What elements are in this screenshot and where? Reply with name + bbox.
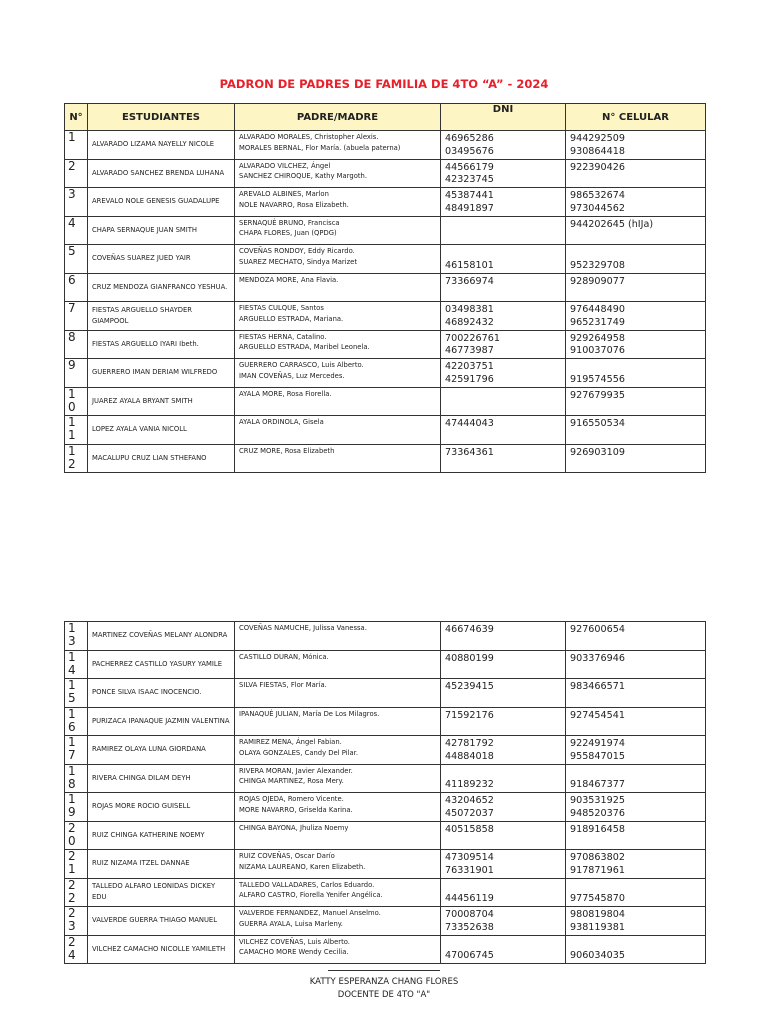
parent-names-line: ARGUELLO ESTRADA, Mariana. <box>239 314 344 323</box>
row-number: 2 2 <box>65 878 88 907</box>
phone-values-line: 938119381 <box>570 921 625 933</box>
phone-values-line: 980819804 <box>570 909 625 920</box>
row-number: 4 <box>65 216 88 245</box>
parent-names <box>235 935 441 964</box>
phone-values <box>566 159 706 188</box>
parent-names <box>235 359 441 388</box>
dni-values <box>441 821 566 850</box>
page-title: PADRON DE PADRES DE FAMILIA DE 4TO “A” - 2024 <box>219 77 549 91</box>
phone-values-line: 944292509 <box>570 133 625 144</box>
table-row <box>65 793 706 822</box>
parent-names-line: ALFARO CASTRO, Fiorella Yenifer Angélica. <box>239 891 383 899</box>
phone-values <box>566 850 706 879</box>
student-name: PONCE SILVA ISAAC INOCENCIO. <box>88 679 235 708</box>
student-name: ALVARADO SANCHEZ BRENDA LUHANA <box>88 159 235 188</box>
phone-values-line: 929264958 <box>570 332 625 344</box>
row-number: 2 1 <box>65 850 88 879</box>
dni-values-line: 40515858 <box>445 823 494 835</box>
header-parents: PADRE/MADRE <box>235 104 441 131</box>
student-name: RUIZ CHINGA KATHERINE NOEMY <box>88 821 235 850</box>
dni-values <box>441 330 566 359</box>
phone-values-line: 928909077 <box>570 275 625 287</box>
row-number: 7 <box>65 302 88 331</box>
dni-values-line: 46158101 <box>445 259 494 271</box>
phone-values <box>566 273 706 302</box>
dni-values-line: 44566179 <box>445 161 494 173</box>
parent-names <box>235 216 441 245</box>
student-name: RIVERA CHINGA DILAM DEYH <box>88 764 235 793</box>
phone-values-line <box>570 247 701 260</box>
dni-values <box>441 273 566 302</box>
table-row <box>65 850 706 879</box>
parent-names-line: MORALES BERNAL, Flor María. (abuela paterna) <box>239 143 401 152</box>
phone-values <box>566 907 706 936</box>
parent-names <box>235 679 441 708</box>
parent-names <box>235 821 441 850</box>
parent-names-line: CAMACHO MORE Wendy Cecilia. <box>239 948 349 956</box>
student-name: ROJAS MORE ROCIO GUISELL <box>88 793 235 822</box>
phone-values <box>566 622 706 651</box>
table-row <box>65 387 706 416</box>
row-number: 6 <box>65 273 88 302</box>
parent-names-line: NOLE NAVARRO, Rosa Elizabeth. <box>239 200 349 209</box>
dni-values-line <box>445 881 561 894</box>
dni-values <box>441 650 566 679</box>
dni-values <box>441 359 566 388</box>
phone-values-line: 983466571 <box>570 681 625 692</box>
table-row <box>65 821 706 850</box>
phone-values <box>566 764 706 793</box>
parent-names-line: MORE NAVARRO, Griselda Karina. <box>239 805 353 814</box>
dni-values-line: 03498381 <box>445 304 494 315</box>
dni-values-line: 44456119 <box>445 893 494 904</box>
table-row <box>65 650 706 679</box>
phone-values-line: 919574556 <box>570 373 625 385</box>
dni-values <box>441 131 566 160</box>
dni-values <box>441 793 566 822</box>
signature-role: DOCENTE DE 4TO "A" <box>337 990 431 1000</box>
phone-values-line: 922390426 <box>570 161 625 173</box>
student-name: RUIZ NIZAMA ITZEL DANNAE <box>88 850 235 879</box>
dni-values-line: 45239415 <box>445 681 494 692</box>
phone-values-line: 903376946 <box>570 652 625 664</box>
parent-names <box>235 850 441 879</box>
parent-names-line: SUAREZ MECHATO, Sindya Marizet <box>239 257 358 266</box>
phone-values <box>566 878 706 907</box>
table-row <box>65 359 706 388</box>
parent-names <box>235 650 441 679</box>
table-row <box>65 131 706 160</box>
phone-values-line: 973044562 <box>570 202 625 214</box>
row-number: 1 <box>65 131 88 160</box>
parent-names-line: AYALA ORDINOLA, Gisela <box>239 418 324 426</box>
dni-values <box>441 679 566 708</box>
parent-names-line: AREVALO ALBINES, Marlon <box>239 190 329 198</box>
student-name: PURIZACA IPANAQUE JAZMIN VALENTINA <box>88 707 235 736</box>
parent-names <box>235 188 441 217</box>
parent-names-line: NIZAMA LAUREANO, Karen Elizabeth. <box>239 862 366 871</box>
dni-values <box>441 416 566 445</box>
dni-values-line: 47309514 <box>445 852 494 863</box>
phone-values <box>566 245 706 274</box>
phone-values <box>566 679 706 708</box>
phone-values <box>566 131 706 160</box>
phone-values <box>566 216 706 245</box>
parent-names <box>235 387 441 416</box>
dni-values-line <box>445 247 561 260</box>
row-number: 2 3 <box>65 907 88 936</box>
student-name: CHAPA SERNAQUE JUAN SMITH <box>88 216 235 245</box>
dni-values <box>441 302 566 331</box>
dni-values <box>441 736 566 765</box>
dni-values-line: 45387441 <box>445 190 494 201</box>
row-number: 1 9 <box>65 793 88 822</box>
table-row <box>65 416 706 445</box>
parent-names <box>235 907 441 936</box>
table-row <box>65 935 706 964</box>
phone-values <box>566 707 706 736</box>
parent-names-line: SERNAQUÉ BRUNO, Francisca <box>239 218 340 227</box>
parent-names <box>235 736 441 765</box>
dni-values <box>441 707 566 736</box>
dni-values-line <box>445 767 561 780</box>
parent-names-line: RUIZ COVEÑAS, Oscar Darío <box>239 852 335 860</box>
dni-values-line: 73366974 <box>445 275 494 287</box>
dni-values <box>441 850 566 879</box>
parent-names <box>235 707 441 736</box>
phone-values <box>566 416 706 445</box>
parent-names-line: CHAPA FLORES, Juan (QPDG) <box>239 229 337 237</box>
student-name: RAMIREZ OLAYA LUNA GIORDANA <box>88 736 235 765</box>
student-name: MACALUPU CRUZ LIAN STHEFANO <box>88 444 235 473</box>
dni-values-line: 46674639 <box>445 624 494 635</box>
table-row <box>65 216 706 245</box>
row-number: 1 3 <box>65 622 88 651</box>
table-row <box>65 188 706 217</box>
dni-values <box>441 444 566 473</box>
parent-names-line: ALVARADO VILCHEZ, Ángel <box>239 161 331 170</box>
table-row <box>65 444 706 473</box>
signature-name: KATTY ESPERANZA CHANG FLORES <box>309 977 459 987</box>
header-students: ESTUDIANTES <box>88 104 235 131</box>
phone-values-line: 917871961 <box>570 864 625 876</box>
dni-values <box>441 935 566 964</box>
phone-values <box>566 330 706 359</box>
table-row <box>65 707 706 736</box>
phone-values-line: 927600654 <box>570 624 625 635</box>
parent-names <box>235 245 441 274</box>
phone-values-line: 927679935 <box>570 389 625 401</box>
parent-names-line: OLAYA GONZALES, Candy Del Pilar. <box>239 748 358 757</box>
row-number: 1 5 <box>65 679 88 708</box>
student-name: PACHERREZ CASTILLO YASURY YAMILE <box>88 650 235 679</box>
phone-values <box>566 821 706 850</box>
parent-names-line: GUERRA AYALA, Luisa Marleny. <box>239 919 343 928</box>
row-number: 2 0 <box>65 821 88 850</box>
parent-names-line: ARGUELLO ESTRADA, Maribel Leonela. <box>239 343 370 351</box>
parent-names-line: COVEÑAS NAMUCHE, Julissa Vanessa. <box>239 624 367 632</box>
parent-names-line: COVEÑAS RONDOY, Eddy Ricardo. <box>239 247 355 255</box>
phone-values-line: 927454541 <box>570 709 625 721</box>
dni-values-line: 42591796 <box>445 373 494 385</box>
phone-values-line: 952329708 <box>570 259 625 271</box>
student-name: TALLEDO ALFARO LEONIDAS DICKEY EDU <box>88 878 235 907</box>
dni-values <box>441 216 566 245</box>
row-number: 1 7 <box>65 736 88 765</box>
row-number: 1 6 <box>65 707 88 736</box>
header-dni: DNI <box>441 104 566 131</box>
phone-values <box>566 736 706 765</box>
dni-values-line: 46773987 <box>445 345 494 356</box>
row-number: 1 1 <box>65 416 88 445</box>
phone-values-line <box>570 881 701 894</box>
phone-values-line: 955847015 <box>570 750 625 762</box>
parent-names <box>235 622 441 651</box>
phone-values <box>566 302 706 331</box>
parent-names-line: IMAN COVEÑAS, Luz Mercedes. <box>239 371 345 380</box>
parent-names-line: RIVERA MORAN, Javier Alexander. <box>239 766 353 775</box>
phone-values-line: 930864418 <box>570 145 625 157</box>
parent-names-line: IPANAQUÉ JULIAN, María De Los Milagros. <box>239 709 380 718</box>
dni-values-line: 700226761 <box>445 332 500 344</box>
dni-values-line: 42323745 <box>445 174 494 185</box>
dni-values-line: 42203751 <box>445 361 494 372</box>
student-name: LOPEZ AYALA VANIA NICOLL <box>88 416 235 445</box>
row-number: 1 0 <box>65 387 88 416</box>
parent-names-line: CHINGA BAYONA, Jhuliza Noemy <box>239 823 349 832</box>
phone-values <box>566 188 706 217</box>
parent-names-line: CHINGA MARTINEZ, Rosa Mery. <box>239 777 344 785</box>
dni-values <box>441 878 566 907</box>
student-name: JUAREZ AYALA BRYANT SMITH <box>88 387 235 416</box>
parent-names-line: ALVARADO MORALES, Christopher Alexis. <box>239 133 379 141</box>
student-name: COVEÑAS SUAREZ JUED YAIR <box>88 245 235 274</box>
row-number: 5 <box>65 245 88 274</box>
table-row <box>65 302 706 331</box>
student-name: AREVALO NOLE GENESIS GUADALUPE <box>88 188 235 217</box>
parent-names <box>235 416 441 445</box>
parent-names-line: AYALA MORE, Rosa Fiorella. <box>239 389 332 398</box>
phone-values-line: 918916458 <box>570 823 625 835</box>
table-header-row <box>65 104 706 131</box>
parent-names <box>235 159 441 188</box>
dni-values-line: 47006745 <box>445 950 494 961</box>
dni-values <box>441 159 566 188</box>
phone-values-line: 977545870 <box>570 893 625 904</box>
parent-names-line: VILCHEZ COVEÑAS, Luis Alberto. <box>239 937 350 946</box>
dni-values <box>441 907 566 936</box>
dni-values-line: 73364361 <box>445 446 494 458</box>
parent-names <box>235 764 441 793</box>
student-name: CRUZ MENDOZA GIANFRANCO YESHUA. <box>88 273 235 302</box>
row-number: 1 8 <box>65 764 88 793</box>
table-row <box>65 878 706 907</box>
signature-line <box>328 970 440 971</box>
header-number: N° <box>65 104 88 131</box>
phone-values <box>566 793 706 822</box>
student-name: GUERRERO IMAN DERIAM WILFREDO <box>88 359 235 388</box>
phone-values-line <box>570 767 701 780</box>
table-row <box>65 736 706 765</box>
dni-values-line: 46892432 <box>445 316 494 328</box>
phone-values-line: 976448490 <box>570 304 625 315</box>
table-row <box>65 159 706 188</box>
dni-values-line: 03495676 <box>445 145 494 157</box>
table-row <box>65 245 706 274</box>
phone-values <box>566 935 706 964</box>
table-row <box>65 764 706 793</box>
dni-values <box>441 245 566 274</box>
dni-values-line <box>445 938 561 951</box>
phone-values-line: 918467377 <box>570 779 625 790</box>
phone-values-line: 922491974 <box>570 738 625 749</box>
dni-values-line: 73352638 <box>445 921 494 933</box>
student-name: MARTINEZ COVEÑAS MELANY ALONDRA <box>88 622 235 651</box>
parents-table-2 <box>64 621 706 964</box>
parent-names-line: ROJAS OJEDA, Romero Vicente. <box>239 795 344 803</box>
phone-values <box>566 650 706 679</box>
phone-values-line: 926903109 <box>570 446 625 458</box>
row-number: 8 <box>65 330 88 359</box>
dni-values-line: 42781792 <box>445 738 494 749</box>
phone-values-line: 906034035 <box>570 950 625 961</box>
dni-values-line: 48491897 <box>445 202 494 214</box>
phone-values-line: 970863802 <box>570 852 625 863</box>
row-number: 2 4 <box>65 935 88 964</box>
parent-names <box>235 330 441 359</box>
table-row <box>65 679 706 708</box>
parent-names-line: TALLEDO VALLADARES, Carlos Eduardo. <box>239 880 375 889</box>
phone-values-line: 948520376 <box>570 807 625 819</box>
parent-names <box>235 302 441 331</box>
row-number: 1 4 <box>65 650 88 679</box>
parent-names-line: CRUZ MORE, Rosa Elizabeth <box>239 446 335 455</box>
row-number: 1 2 <box>65 444 88 473</box>
table-row <box>65 622 706 651</box>
phone-values-line: 910037076 <box>570 345 625 356</box>
phone-values-line: 903531925 <box>570 795 625 806</box>
dni-values-line: 47444043 <box>445 418 494 429</box>
student-name: VILCHEZ CAMACHO NICOLLE YAMILETH <box>88 935 235 964</box>
parent-names-line: RAMIREZ MENA, Ángel Fabian. <box>239 738 342 746</box>
parent-names <box>235 131 441 160</box>
dni-values <box>441 622 566 651</box>
parent-names-line: MENDOZA MORE, Ana Flavia. <box>239 275 339 284</box>
parent-names <box>235 444 441 473</box>
row-number: 2 <box>65 159 88 188</box>
dni-values <box>441 764 566 793</box>
parent-names-line: FIESTAS HERNA, Catalino. <box>239 332 327 341</box>
table-row <box>65 273 706 302</box>
parents-table-1 <box>64 103 706 473</box>
parent-names-line: VALVERDE FERNANDEZ, Manuel Anselmo. <box>239 909 381 917</box>
student-name: VALVERDE GUERRA THIAGO MANUEL <box>88 907 235 936</box>
header-phone: N° CELULAR <box>566 104 706 131</box>
phone-values <box>566 359 706 388</box>
parent-names-line: GUERRERO CARRASCO, Luis Alberto. <box>239 361 364 369</box>
parent-names-line: FIESTAS CULQUE, Santos <box>239 304 324 312</box>
phone-values-line: 916550534 <box>570 418 625 429</box>
dni-values <box>441 387 566 416</box>
student-name: ALVARADO LIZAMA NAYELLY NICOLE <box>88 131 235 160</box>
phone-values-line: 986532674 <box>570 190 625 201</box>
student-name: FIESTAS ARGUELLO IYARI Ibeth. <box>88 330 235 359</box>
dni-values-line: 76331901 <box>445 864 494 876</box>
dni-values-line: 40880199 <box>445 652 494 664</box>
parent-names-line: SANCHEZ CHIROQUE, Kathy Margoth. <box>239 172 367 180</box>
row-number: 9 <box>65 359 88 388</box>
table-row <box>65 330 706 359</box>
phone-values-line <box>570 361 701 374</box>
phone-values <box>566 387 706 416</box>
student-name: FIESTAS ARGUELLO SHAYDER GIAMPOOL <box>88 302 235 331</box>
dni-values-line: 41189232 <box>445 779 494 790</box>
parent-names <box>235 273 441 302</box>
dni-values-line: 44884018 <box>445 750 494 762</box>
dni-values <box>441 188 566 217</box>
dni-values-line: 46965286 <box>445 133 494 144</box>
phone-values-line: 965231749 <box>570 316 625 328</box>
table-row <box>65 907 706 936</box>
dni-values-line: 43204652 <box>445 795 494 806</box>
parent-names-line: SILVA FIESTAS, Flor María. <box>239 681 327 689</box>
row-number: 3 <box>65 188 88 217</box>
dni-values-line: 71592176 <box>445 709 494 721</box>
parent-names <box>235 878 441 907</box>
phone-values <box>566 444 706 473</box>
dni-values-line: 45072037 <box>445 807 494 819</box>
parent-names-line: CASTILLO DURAN, Mónica. <box>239 652 329 661</box>
phone-values-line <box>570 938 701 951</box>
parent-names <box>235 793 441 822</box>
phone-values-line: 944202645 (hIJa) <box>570 218 654 230</box>
dni-values-line: 70008704 <box>445 909 494 920</box>
